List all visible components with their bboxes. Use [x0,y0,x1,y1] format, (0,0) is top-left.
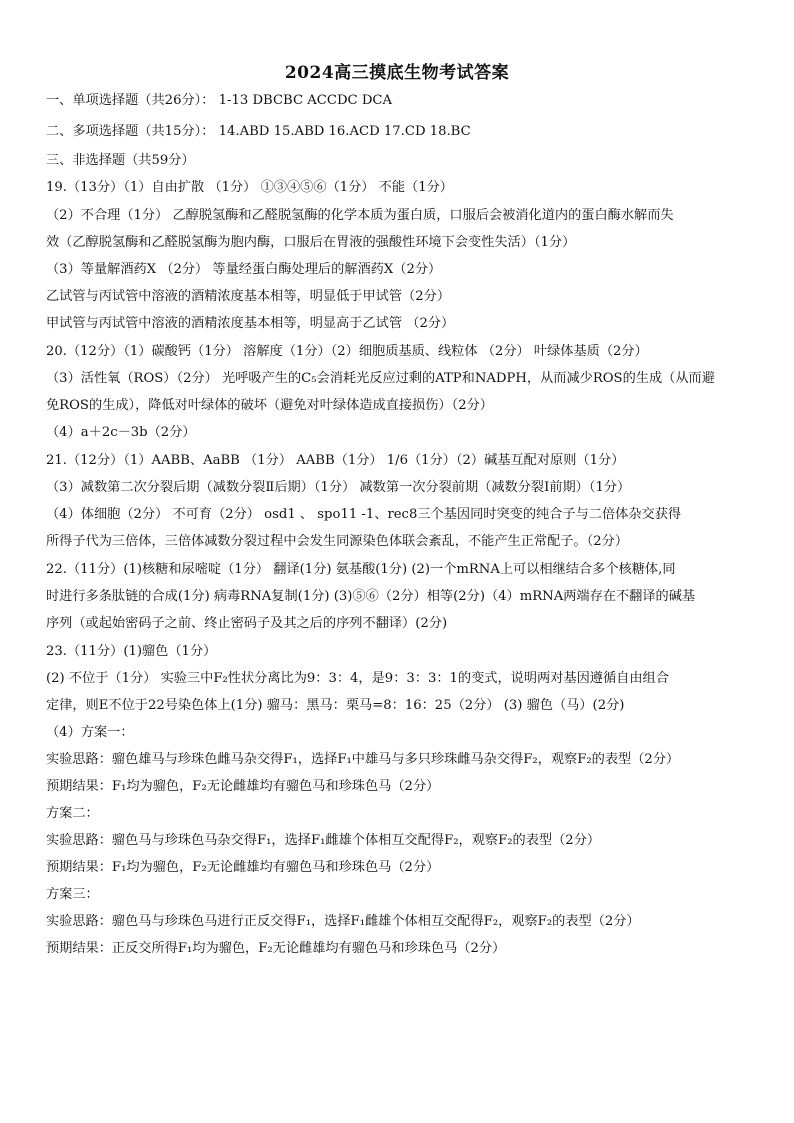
section-single-choice: 一、单项选择题（共26分）： 1-13 DBCBC ACCDC DCA [46,93,393,108]
q19-line-3: 效（乙醇脱氢酶和乙醛脱氢酶为胞内酶，口服后在胃液的强酸性环境下会变性失活）（1分） [46,235,576,250]
q23-line-1: 23.（11分）(1)骝色（1分） [46,644,217,659]
q23-scheme1-result: 预期结果：F₁均为骝色，F₂无论雌雄均有骝色马和珍珠色马（2分） [46,779,440,794]
q19-line-2: （2）不合理（1分） 乙醇脱氢酶和乙醛脱氢酶的化学本质为蛋白质，口服后会被消化道内的蛋白酶水解而失 [46,208,674,223]
q23-scheme2-idea: 实验思路：骝色马与珍珠色马杂交得F₁，选择F₁雌雄个体相互交配得F₂，观察F₂的表型（2分） [46,833,601,848]
q23-scheme-heading-1: （4）方案一： [46,725,134,740]
q23-scheme-heading-2: 方案二： [46,806,99,821]
q19-line-5: 乙试管与丙试管中溶液的酒精浓度基本相等，明显低于甲试管（2分） [46,289,451,304]
q22-line-2: 时进行多条肽链的合成(1分) 病毒RNA复制(1分) (3)⑤⑥（2分）相等(2分)（4）mRNA两端存在不翻译的碱基 [46,589,696,604]
q23-scheme1-idea: 实验思路：骝色雄马与珍珠色雌马杂交得F₁，选择F₁中雄马与多只珍珠雌马杂交得F₂，观察F₂的表型（2分） [46,752,680,767]
q19-line-1: 19.（13分）（1）自由扩散 （1分） ①③④⑤⑥（1分） 不能（1分） [46,180,453,195]
q23-scheme3-result: 预期结果：正反交所得F₁均为骝色，F₂无论雌雄均有骝色马和珍珠色马（2分） [46,941,506,956]
q21-line-1: 21.（12分）（1）AABB、AaBB （1分） AABB（1分） 1/6（1分）（2）碱基互配对原则（1分） [46,453,625,468]
q22-line-1: 22.（11分）(1)核糖和尿嘧啶（1分） 翻译(1分) 氨基酸(1分) (2)一个mRNA上可以相继结合多个核糖体,同 [46,562,676,577]
q19-line-4: （3）等量解酒药X （2分） 等量经蛋白酶处理后的解酒药X（2分） [46,262,442,277]
q20-line-4: （4）a＋2c－3b（2分） [46,425,196,440]
q21-line-2: （3）减数第二次分裂后期（减数分裂Ⅱ后期）（1分） 减数第一次分裂前期（减数分裂Ⅰ前期）（1分） [46,480,631,495]
page-title: 2024高三摸底生物考试答案 [284,63,510,83]
section-multiple-choice: 二、多项选择题（共15分）： 14.ABD 15.ABD 16.ACD 17.CD 18.BC [46,124,471,139]
q23-line-3: 定律，则E不位于22号染色体上(1分) 骝马：黑马：栗马=8：16：25（2分） (3) 骝色（马）(2分) [46,698,625,713]
q20-line-1: 20.（12分）（1）碳酸钙（1分） 溶解度（1分）（2）细胞质基质、线粒体 （2分） 叶绿体基质（2分） [46,344,648,359]
q23-scheme3-idea: 实验思路：骝色马与珍珠色马进行正反交得F₁，选择F₁雌雄个体相互交配得F₂，观察F₂的表型（2分） [46,914,640,929]
q21-line-4: 所得子代为三倍体，三倍体减数分裂过程中会发生同源染色体联会紊乱，不能产生正常配子。（2分） [46,534,629,549]
q20-line-3: 免ROS的生成），降低对叶绿体的破坏（避免对叶绿体造成直接损伤）（2分） [46,398,493,413]
q19-line-6: 甲试管与丙试管中溶液的酒精浓度基本相等，明显高于乙试管 （2分） [46,316,455,331]
q20-line-2: （3）活性氧（ROS）（2分） 光呼吸产生的C₅会消耗光反应过剩的ATP和NADPH，从而减少ROS的生成（从而避 [46,371,715,386]
q22-line-3: 序列（或起始密码子之前、终止密码子及其之后的序列不翻译）(2分) [46,616,448,631]
q23-line-2: (2) 不位于（1分） 实验三中F₂性状分离比为9：3：4，是9：3：3：1的变式，说明两对基因遵循自由组合 [46,671,669,686]
q21-line-3: （4）体细胞（2分） 不可育（2分） osd1 、 spo11 -1、rec8三个基因同时突变的纯合子与二倍体杂交获得 [46,507,682,522]
section-non-choice-heading: 三、非选择题（共59分） [46,153,195,168]
q23-scheme2-result: 预期结果：F₁均为骝色，F₂无论雌雄均有骝色马和珍珠色马（2分） [46,860,440,875]
q23-scheme-heading-3: 方案三： [46,887,99,902]
